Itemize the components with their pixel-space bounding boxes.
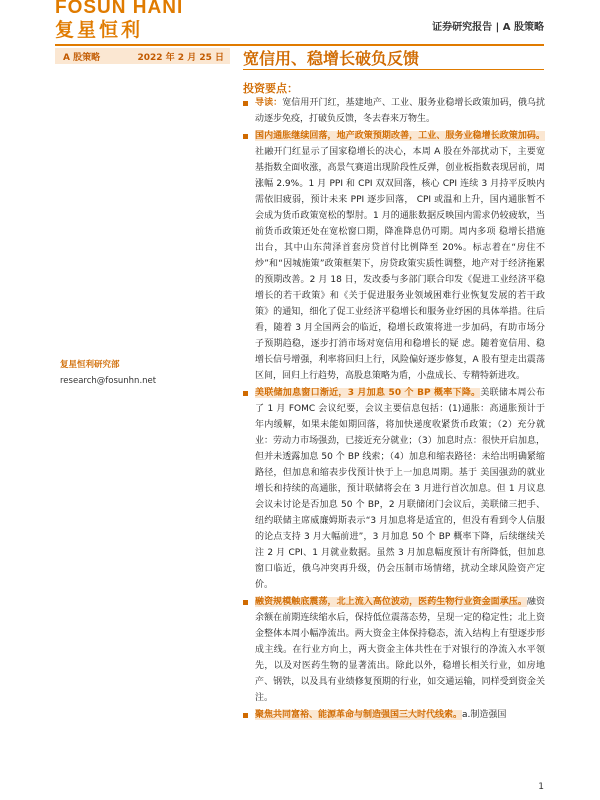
- key-point: [243, 594, 545, 706]
- title-divider: [243, 69, 544, 70]
- research-email[interactable]: research@fosunhn.net: [60, 376, 157, 386]
- key-point-lead: 导读：: [255, 98, 283, 108]
- bullet-icon: [243, 600, 248, 605]
- key-point-lead: 国内通胀继续回落，地产政策预期改善，工业、服务业稳增长政策加码。: [255, 131, 545, 141]
- bullet-icon: [243, 391, 248, 396]
- bullet-icon: [243, 101, 248, 106]
- report-category: A 股策略: [63, 53, 101, 63]
- bullet-icon: [243, 713, 248, 718]
- key-point: [243, 385, 545, 593]
- key-points: [243, 95, 545, 724]
- key-point-text: 融资余额在前期连续缩水后，保持低位震荡态势，呈现一定的稳定性；北上资金整体本周小幅净流出。两大资金主体保持稳态，流入结构上有望逐步形成主线。在行业方向上，两大资金主体共性在于对银行的净流入水平领先，以及对医药生物的显著流出。除此以外，稳增长相关行业，如房地产、钢铁，以及具有业绩修复预期的行业，如交通运输，同样受到资金关注。: [255, 597, 545, 703]
- key-point: [243, 95, 545, 127]
- key-point: [243, 707, 545, 723]
- key-point-text: a.制造强国: [462, 710, 507, 720]
- key-point-text: 宽信用开门红，基建地产、工业、服务业稳增长政策加码，俄乌扰动逐步免疫，打破负反馈，冬去春来万物生。: [255, 98, 545, 124]
- fosun-hani-logo: [55, 0, 225, 46]
- section-label: 投资要点：: [243, 82, 298, 95]
- key-point: [243, 128, 545, 384]
- key-point-lead: 美联储加息窗口渐近，3 月加息 50 个 BP 概率下降。: [255, 388, 481, 398]
- logo-english: FOSUN HANI: [55, 0, 184, 18]
- research-org: 复星恒利研究部: [60, 360, 120, 370]
- key-point-text: 美联储本周公布了 1 月 FOMC 会议纪要，会议主要信息包括：(1)通胀：高通胀预计于年内缓解，如果未能如期回落，将加快递度收紧货币政策；（2）充分就业：劳动力市场强劲，已接近充分就业；（3）加息时点：很快开启加息，但并未透露加息 50 个 BP 线索；（4）加息和缩表路径：未给出明确紧缩路径，但加息和缩表步伐预计快于上一加息周期。基于 美国强劲的就业增长和持续的高通胀，预计联储将会在 3 月进行首次加息。但 1 月议息会议未讨论是否加息 50 个 BP，2 月联储闭门会议后，美联储三把手、纽约联储主席威廉姆斯表示“3 月加息将是适宜的，但没有看到令人信服的论点支持 3 月大幅前进”，3 月加息 50 个 BP 概率下降，后续继续关注 2 月 CPI、1 月就业数据。虽然 3 月加息幅度预计有所降低，但加息窗口临近，俄乌冲突再升级，仍会压制市场情绪，扰动全球风险资产定价。: [255, 388, 545, 590]
- report-date: 2022 年 2 月 25 日: [137, 53, 224, 63]
- page-number: 1: [538, 782, 544, 792]
- report-type: 证券研究报告 | A 股策略: [432, 22, 544, 33]
- report-title: 宽信用、稳增长破负反馈: [243, 49, 420, 68]
- key-point-text: 社融开门红显示了国家稳增长的决心，本周 A 股在外部扰动下，主要宽基指数全面收涨，高景气赛道出现阶段性反弹，创业板指数表现居前，周涨幅 2.9%。1 月 PPI 和 CPI 双双回落，核心 CPI 连续 3 月持平反映内需依旧疲弱，预计未来 PPI 逐步回落， CPI 或温和上升，国内通胀暂不会成为货币政策宽松的掣肘。1 月的通胀数据反映国内需求仍较疲软，当前货币政策还处在宽松窗口期，降准降息仍可期。周内多项 稳增长措施出台，其中山东菏泽首套房贷首付比例降至 20%。标志着在“房住不炒”和“因城施策”政策框架下，房贷政策实质性调整，地产对于经济拖累的预期改善。2 月 18 日，发改委与多部门联合印发《促进工业经济平稳增长的若干政策》和《关于促进服务业领域困难行业恢复发展的若干政策》的通知，细化了促工业经济平稳增长和服务业纾困的具体举措。往后看，随着 3 月全国两会的临近，稳增长政策将进一步加码，有助市场分子预期趋稳，逐步打消市场对宽信用和稳增长的疑 虑。随着宽信用、稳增长信号增强，利率将回归上行，风险偏好逐步修复，A 股有望走出震荡区间，回归上行趋势，高股息策略为盾，小盘成长、专精特新进攻。: [255, 147, 545, 381]
- logo-chinese: 复星恒利: [55, 19, 144, 41]
- meta-bar: [55, 48, 230, 64]
- bullet-icon: [243, 134, 248, 139]
- research-contact: [60, 358, 156, 386]
- key-point-lead: 聚焦共同富裕、能源革命与制造强国三大时代线索。: [255, 710, 463, 720]
- key-point-lead: 融资规模触底震荡，北上流入高位波动，医药生物行业资金面承压。: [255, 597, 527, 607]
